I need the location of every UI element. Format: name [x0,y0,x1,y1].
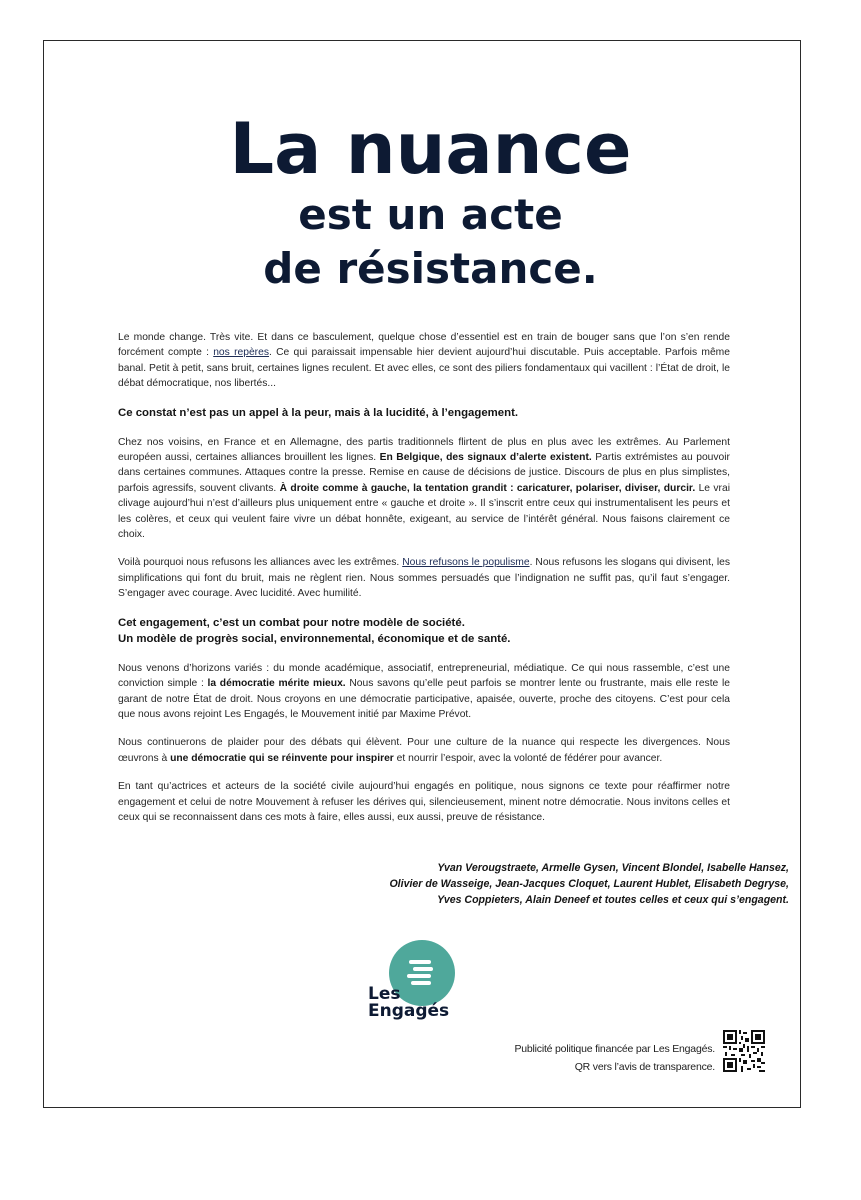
paragraph-3-text-b: . Nous refusons les slogans qui divisent, les simplifications qui font du bruit, mais ne règlent rien. Nous sommes persuadés que l’indignation ne suffit pas, qu’il faut s’engager. S’engager avec courage. Avec lucidité. Avec humilité. [118,557,730,600]
logo-word-engages: Engagés [368,1001,450,1021]
lead-statement-2-line-1: Cet engagement, c’est un combat pour notre modèle de société. [118,616,465,629]
signatories-line-3: Yves Coppieters, Alain Deneef et toutes celles et ceux qui s’engagent. [437,894,789,906]
paragraph-2-text-c: Le vrai clivage aujourd’hui n’est d’ailleurs plus uniquement entre « gauche et droite ». Il s’inscrit entre ceux qui instrumentalisent les peurs et les colères, et ceux qui veulent faire vivre un débat honnête, exigeant, au service de l’intérêt général. Nous faisons clairement ce choix. [118,482,730,541]
disclaimer-line-2: QR vers l’avis de transparence. [574,1061,715,1073]
paragraph-5-bold: une démocratie qui se réinvente pour inspirer [170,752,394,764]
signatories-line-2: Olivier de Wasseige, Jean-Jacques Cloquet, Laurent Hublet, Elisabeth Degryse, [389,878,789,890]
paragraph-4 [118,661,730,723]
paragraph-4-text-b: Nous savons qu’elle peut parfois se montrer lente ou frustrante, mais elle reste le garant de notre État de droit. Nous croyons en une démocratie participative, apaisée, ouverte, proche des citoyens. C’est pour cela que nous avons rejoint Les Engagés, le Mouvement initié par Maxime Prévot. [118,678,731,720]
paragraph-1-text-b: . Ce qui paraissait impensable hier devient aujourd’hui discutable. Puis acceptable. Parfois même banal. Petit à petit, sans bruit, certaines lignes reculent. Et avec elles, ce sont des piliers fondamentaux qui vacillent : l’État de droit, le débat démocratique, nos libertés... [118,347,730,390]
paragraph-2 [118,435,730,543]
paragraph-2-text-b: Partis extrémistes au pouvoir dans certaines communes. Attaques contre la presse. Remise en cause de décisions de justice. Discours de plus en plus simplistes, parfois agressifs, souvent clivants. [118,452,730,494]
lead-statement-1: Ce constat n’est pas un appel à la peur, mais à la lucidité, à l’engagement. [118,406,519,419]
paragraph-4-text-a: Nous venons d’horizons variés : du monde académique, associatif, entrepreneurial, médiatique. Ce qui nous rassemble, c’est une conviction simple : [118,662,730,690]
paragraph-1-text-a: Le monde change. Très vite. Et dans ce basculement, quelque chose d’essentiel est en train de bouger sans que l’on s’en rende forcément compte : [118,332,730,359]
political-ad-disclaimer [514,1040,715,1076]
paragraph-5-text-b: et nourrir l’espoir, avec la volonté de fédérer pour avancer. [393,752,663,764]
article-body [118,330,730,838]
headline-line-1: La nuance [229,108,632,190]
qr-code-icon[interactable] [723,1030,765,1072]
paragraph-3 [118,555,730,601]
paragraph-2-bold-1: En Belgique, des signaux d’alerte existent. [379,452,592,464]
paragraph-6: En tant qu’actrices et acteurs de la société civile aujourd’hui engagés en politique, nous signons ce texte pour réaffirmer notre engagement et celui de notre Mouvement à refuser les dérives qui, silencieusement, minent notre démocratie. Nous invitons celles et ceux qui se reconnaissent dans ces mots à faire, elles aussi, eux aussi, preuve de résistance. [118,781,730,823]
logo-word-les: Les [368,984,401,1004]
les-engages-wordmark [368,986,488,1020]
link-nos-reperes[interactable]: nos repères [213,347,269,359]
headline-line-2: est un acte [298,190,563,239]
lead-statement-2 [118,615,730,647]
paragraph-5 [118,735,730,766]
disclaimer-line-1: Publicité politique financée par Les Engagés. [514,1043,715,1055]
paragraph-4-bold: la démocratie mérite mieux. [207,678,346,690]
signatories-line-1: Yvan Verougstraete, Armelle Gysen, Vincent Blondel, Isabelle Hansez, [437,862,789,874]
lead-statement-2-line-2: Un modèle de progrès social, environnemental, économique et de santé. [118,632,511,645]
paragraph-2-text-a: Chez nos voisins, en France et en Allemagne, des partis traditionnels flirtent de plus en plus avec les extrêmes. Au Parlement européen aussi, certaines alliances brouillent les lignes. [118,436,730,464]
headline-line-3: de résistance. [263,244,598,293]
paragraph-5-text-a: Nous continuerons de plaider pour des débats qui élèvent. Pour une culture de la nuance qui respecte les divergences. Nous œuvrons à [118,737,730,764]
paragraph-3-text-a: Voilà pourquoi nous refusons les alliances avec les extrêmes. [118,557,403,569]
paragraph-2-bold-2: À droite comme à gauche, la tentation grandit : caricaturer, polariser, diviser, durcir. [279,482,696,494]
paragraph-1 [118,330,730,392]
link-populisme[interactable]: Nous refusons le populisme [402,557,530,569]
signatories [369,860,789,908]
